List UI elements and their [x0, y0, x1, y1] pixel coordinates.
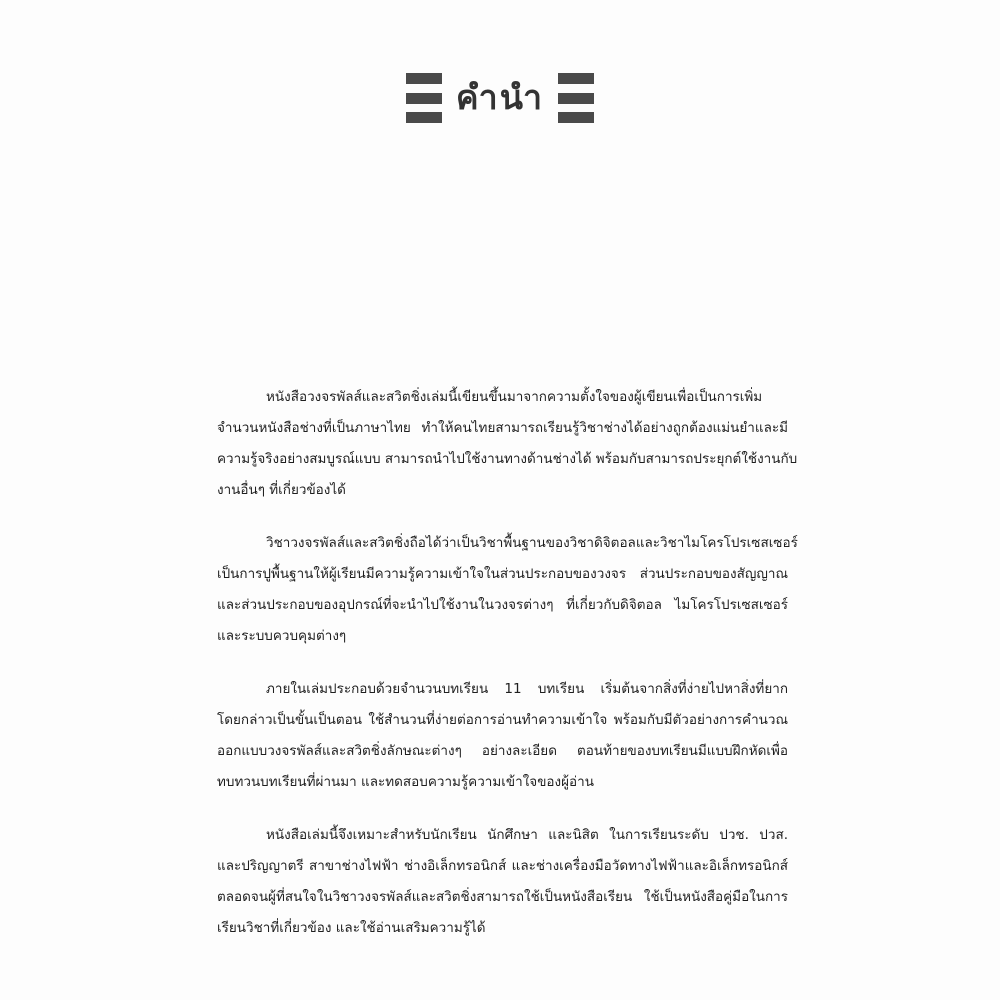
- text-line: หนังสือวงจรพัลส์และสวิตชิ่งเล่มนี้เขียนขึ้นมาจากความตั้งใจของผู้เขียนเพื่อเป็นการเพิ่ม: [266, 389, 763, 405]
- text-line: วิชาวงจรพัลส์และสวิตชิ่งถือได้ว่าเป็นวิชาพื้นฐานของวิชาดิจิตอลและวิชาไมโครโปรเซสเซอร์: [266, 535, 798, 551]
- heading-bars-left-icon: [406, 73, 442, 123]
- text-line: ออกแบบวงจรพัลส์และสวิตชิ่งลักษณะต่างๆ อย่างละเอียด ตอนท้ายของบทเรียนมีแบบฝึกหัดเพื่อ: [217, 743, 788, 759]
- preface-body: [217, 382, 798, 944]
- paragraph-2: [217, 528, 798, 652]
- text-line: ทบทวนบทเรียนที่ผ่านมา และทดสอบความรู้ความเข้าใจของผู้อ่าน: [217, 774, 594, 790]
- text-line: และปริญญาตรี สาขาช่างไฟฟ้า ช่างอิเล็กทรอนิกส์ และช่างเครื่องมือวัดทางไฟฟ้าและอิเล็กทรอนิกส์: [217, 858, 788, 874]
- heading-bars-right-icon: [558, 73, 594, 123]
- paragraph-3: [217, 674, 788, 798]
- text-line: เป็นการปูพื้นฐานให้ผู้เรียนมีความรู้ความเข้าใจในส่วนประกอบของวงจร ส่วนประกอบของสัญญาณ: [217, 566, 788, 582]
- page-heading: [0, 70, 1000, 126]
- text-line: และระบบควบคุมต่างๆ: [217, 628, 347, 644]
- text-line: เรียนวิชาที่เกี่ยวข้อง และใช้อ่านเสริมความรู้ได้: [217, 920, 486, 936]
- text-line: งานอื่นๆ ที่เกี่ยวข้องได้: [217, 482, 346, 498]
- text-line: หนังสือเล่มนี้จึงเหมาะสำหรับนักเรียน นักศึกษา และนิสิต ในการเรียนระดับ ปวช. ปวส.: [266, 827, 788, 843]
- paragraph-4: [217, 820, 788, 944]
- paragraph-1: [217, 382, 798, 506]
- text-line: ภายในเล่มประกอบด้วยจำนวนบทเรียน 11 บทเรียน เริ่มต้นจากสิ่งที่ง่ายไปหาสิ่งที่ยาก: [266, 681, 788, 697]
- text-line: โดยกล่าวเป็นขั้นเป็นตอน ใช้สำนวนที่ง่ายต่อการอ่านทำความเข้าใจ พร้อมกับมีตัวอย่างการคำนวณ: [217, 712, 788, 728]
- text-line: ตลอดจนผู้ที่สนใจในวิชาวงจรพัลส์และสวิตชิ่งสามารถใช้เป็นหนังสือเรียน ใช้เป็นหนังสือคู่มือในการ: [217, 889, 788, 905]
- text-line: จำนวนหนังสือช่างที่เป็นภาษาไทย ทำให้คนไทยสามารถเรียนรู้วิชาช่างได้อย่างถูกต้องแม่นยำและมี: [217, 420, 788, 436]
- text-line: ความรู้จริงอย่างสมบูรณ์แบบ สามารถนำไปใช้งานทางด้านช่างได้ พร้อมกับสามารถประยุกต์ใช้งานกับ: [217, 451, 798, 467]
- page-title: คำนำ: [455, 78, 545, 118]
- text-line: และส่วนประกอบของอุปกรณ์ที่จะนำไปใช้งานในวงจรต่างๆ ที่เกี่ยวกับดิจิตอล ไมโครโปรเซสเซอร์: [217, 597, 788, 613]
